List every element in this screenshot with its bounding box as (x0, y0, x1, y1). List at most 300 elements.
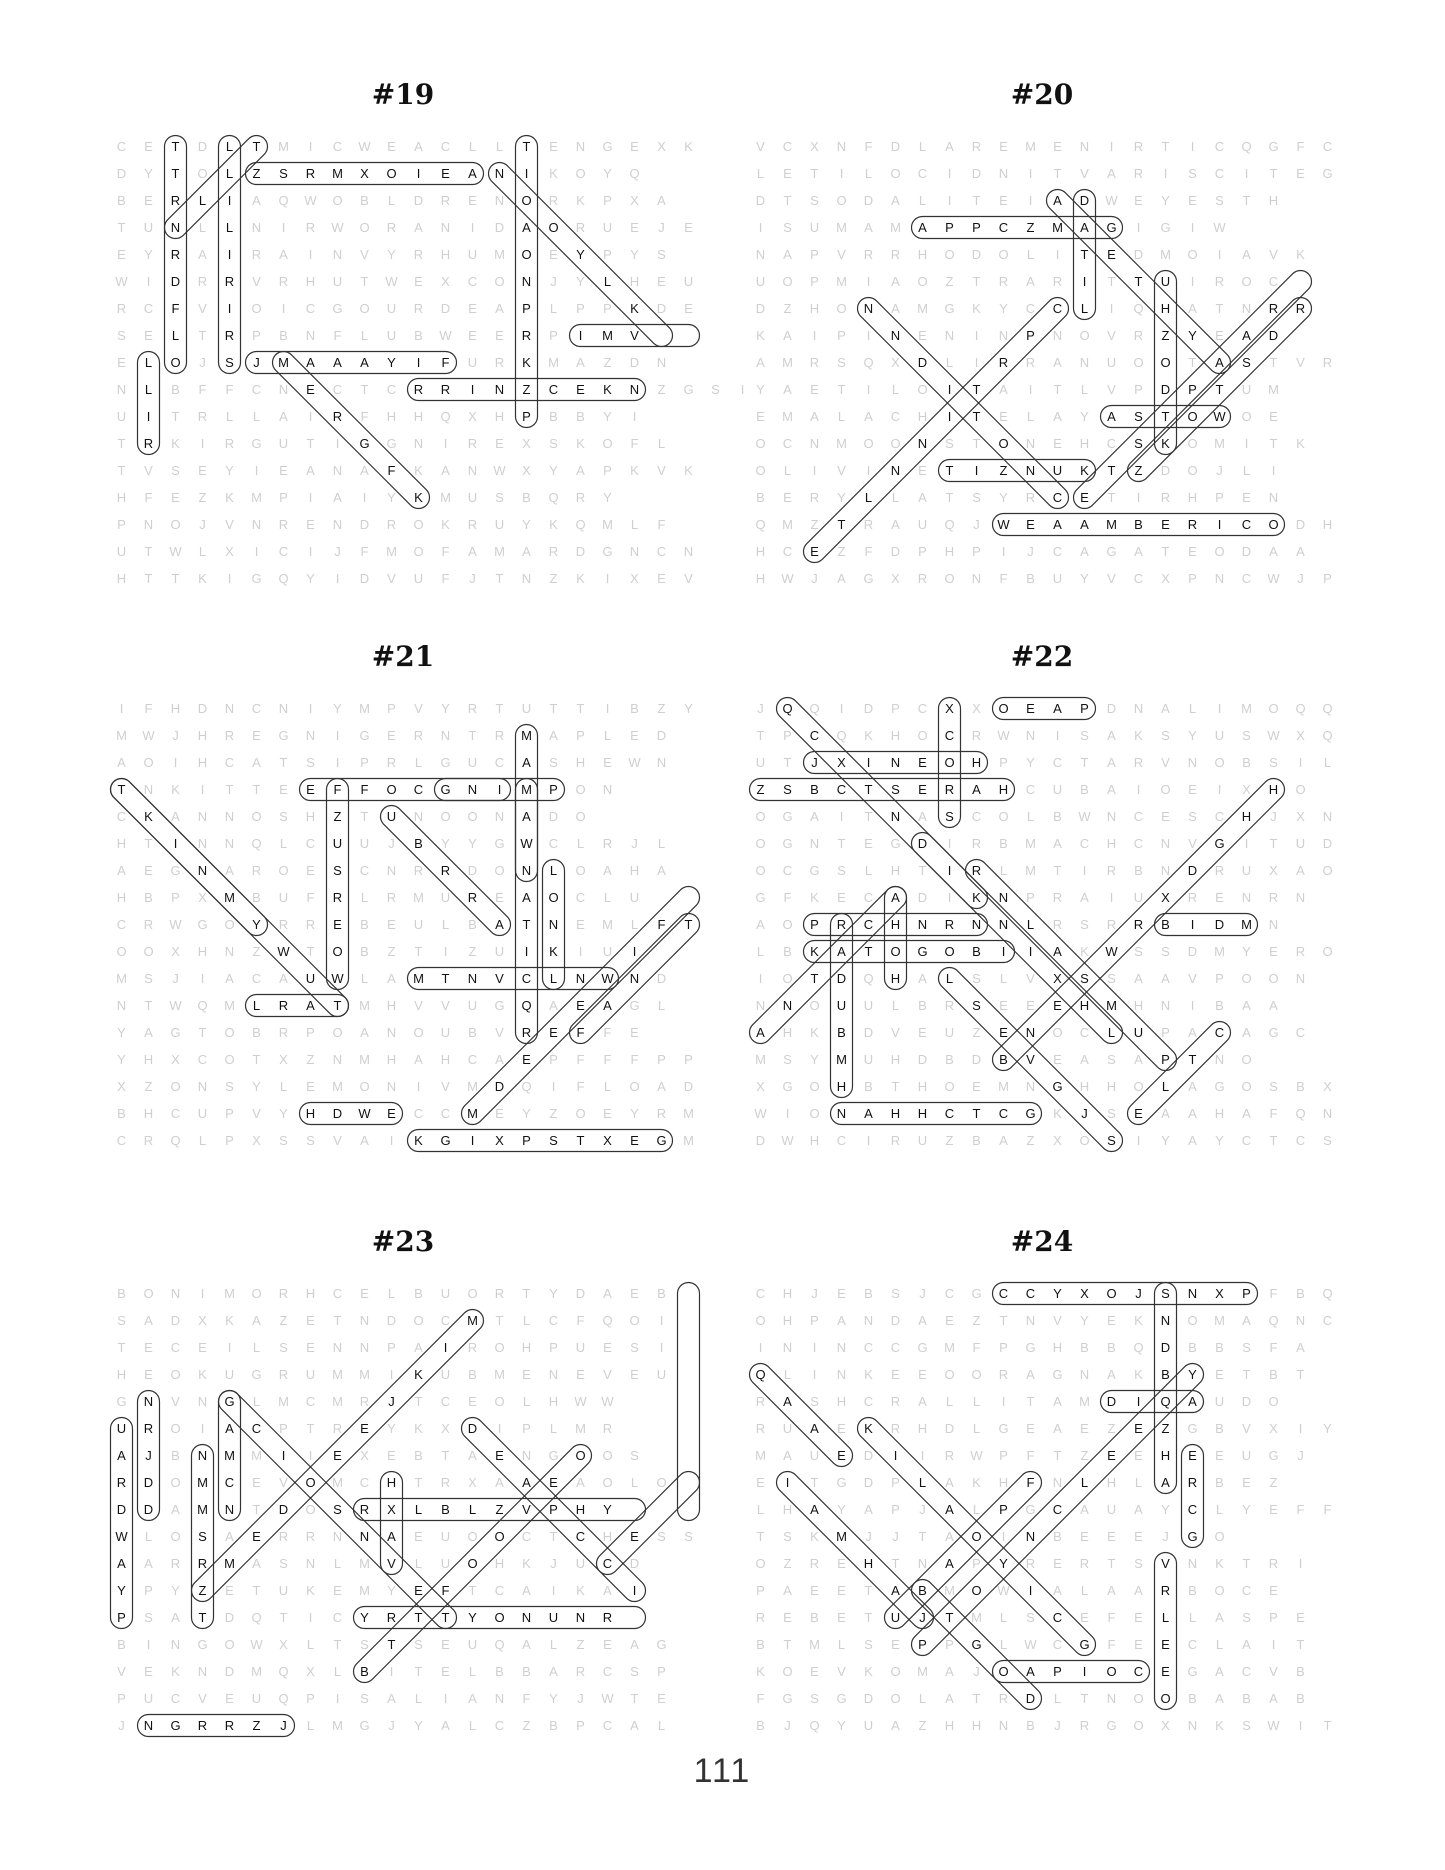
grid-letter: E (549, 1025, 558, 1040)
grid-letter: S (1242, 1610, 1251, 1625)
grid-letter: O (1268, 971, 1279, 986)
grid-letter: R (224, 436, 235, 451)
grid-letter: Q (782, 701, 793, 716)
grid-letter: I (758, 971, 763, 986)
grid-letter: K (972, 1475, 981, 1490)
grid-letter: N (170, 1286, 181, 1301)
grid-letter: C (251, 382, 262, 397)
grid-letter: Y (1323, 1421, 1332, 1436)
grid-letter: O (1241, 274, 1252, 289)
grid-letter: I (947, 836, 952, 851)
grid-letter: G (1106, 1718, 1117, 1733)
grid-letter: L (198, 544, 207, 559)
grid-letter: X (1161, 571, 1170, 586)
grid-letter: T (972, 1691, 981, 1706)
grid-letter: N (629, 544, 640, 559)
grid-letter: K (198, 571, 207, 586)
grid-letter: N (1052, 1475, 1063, 1490)
grid-letter: E (333, 1448, 342, 1463)
grid-letter: O (548, 890, 559, 905)
grid-letter: N (170, 1637, 181, 1652)
grid-letter: Y (1161, 1133, 1170, 1148)
grid-letter: R (971, 863, 982, 878)
grid-letter: N (332, 1529, 343, 1544)
grid-letter: A (495, 1475, 504, 1490)
grid-letter: G (1052, 1367, 1063, 1382)
grid-letter: J (550, 1556, 557, 1571)
grid-letter: B (1242, 755, 1251, 770)
grid-letter: O (305, 1502, 316, 1517)
grid-letter: D (1295, 517, 1306, 532)
grid-letter: Y (171, 1583, 180, 1598)
grid-letter: L (783, 463, 792, 478)
grid-letter: E (810, 1664, 819, 1679)
grid-letter: N (494, 382, 505, 397)
puzzle-20 (747, 78, 1337, 598)
grid-letter: E (972, 1079, 981, 1094)
grid-letter: M (224, 998, 235, 1013)
grid-letter: R (1160, 490, 1171, 505)
grid-letter: D (944, 1421, 955, 1436)
grid-letter: R (1106, 917, 1117, 932)
grid-letter: D (863, 1025, 874, 1040)
grid-letter: K (576, 571, 585, 586)
grid-letter: L (999, 971, 1008, 986)
grid-letter: H (386, 998, 397, 1013)
grid-letter: S (810, 1691, 819, 1706)
grid-letter: G (1106, 544, 1117, 559)
grid-letter: S (333, 863, 342, 878)
grid-letter: S (279, 1340, 288, 1355)
grid-letter: C (944, 728, 955, 743)
grid-letter: N (467, 971, 478, 986)
grid-letter: J (1054, 1718, 1061, 1733)
grid-letter: A (1188, 1079, 1197, 1094)
grid-letter: P (999, 1448, 1008, 1463)
grid-letter: I (470, 382, 475, 397)
grid-letter: K (225, 1313, 234, 1328)
grid-letter: O (1241, 1052, 1252, 1067)
grid-letter: G (917, 1340, 928, 1355)
grid-letter: D (143, 1502, 154, 1517)
grid-letter: U (386, 328, 397, 343)
grid-letter: H (890, 728, 901, 743)
grid-letter: O (1079, 328, 1090, 343)
grid-letter: M (386, 544, 397, 559)
grid-letter: N (359, 1529, 370, 1544)
grid-letter: U (1160, 274, 1171, 289)
grid-letter: I (1271, 1637, 1276, 1652)
grid-letter: N (305, 728, 316, 743)
grid-letter: U (863, 1718, 874, 1733)
grid-letter: I (308, 1448, 313, 1463)
grid-letter: I (308, 544, 313, 559)
grid-letter: Q (521, 1079, 532, 1094)
grid-letter: U (467, 355, 478, 370)
grid-letter: H (143, 1052, 154, 1067)
grid-letter: H (782, 1313, 793, 1328)
grid-letter: I (416, 166, 421, 181)
grid-letter: S (1134, 436, 1143, 451)
grid-letter: M (971, 1610, 982, 1625)
grid-letter: L (522, 1394, 531, 1409)
grid-letter: R (224, 728, 235, 743)
grid-letter: H (971, 1718, 982, 1733)
grid-letter: Y (117, 1052, 126, 1067)
grid-letter: T (360, 809, 369, 824)
grid-letter: N (575, 971, 586, 986)
grid-letter: A (441, 463, 450, 478)
grid-letter: T (972, 409, 981, 424)
grid-letter: C (1052, 1502, 1063, 1517)
grid-letter: C (1052, 1637, 1063, 1652)
grid-letter: N (575, 1610, 586, 1625)
grid-letter: A (891, 517, 900, 532)
grid-letter: E (1080, 1610, 1089, 1625)
grid-letter: G (170, 1025, 181, 1040)
grid-letter: X (360, 1448, 369, 1463)
grid-letter: G (1214, 1079, 1225, 1094)
grid-letter: U (143, 220, 154, 235)
grid-letter: M (332, 166, 343, 181)
grid-letter: A (1080, 517, 1089, 532)
grid-letter: N (1052, 328, 1063, 343)
grid-letter: Z (918, 1718, 927, 1733)
grid-letter: G (602, 139, 613, 154)
grid-letter: M (1106, 517, 1117, 532)
grid-letter: L (1053, 1691, 1062, 1706)
grid-letter: A (1188, 1394, 1197, 1409)
grid-letter: E (306, 517, 315, 532)
grid-letter: C (1133, 809, 1144, 824)
grid-letter: E (1296, 1610, 1305, 1625)
grid-letter: A (999, 382, 1008, 397)
grid-letter: U (467, 490, 478, 505)
grid-letter: L (603, 728, 612, 743)
grid-letter: Q (1322, 1286, 1333, 1301)
grid-letter: G (1322, 166, 1333, 181)
grid-letter: B (144, 890, 153, 905)
grid-letter: Z (999, 463, 1008, 478)
grid-letter: C (782, 139, 793, 154)
grid-letter: T (144, 544, 153, 559)
grid-letter: U (602, 944, 613, 959)
grid-letter: U (440, 1286, 451, 1301)
grid-letter: A (1134, 544, 1143, 559)
grid-letter: E (603, 1106, 612, 1121)
grid-letter: P (810, 917, 819, 932)
grid-letter: X (441, 1421, 450, 1436)
grid-letter: I (1298, 755, 1303, 770)
grid-letter: A (1026, 1664, 1035, 1679)
grid-letter: A (1215, 1664, 1224, 1679)
grid-letter: M (521, 728, 532, 743)
grid-letter: F (1026, 1448, 1035, 1463)
grid-letter: O (917, 728, 928, 743)
grid-letter: P (918, 1637, 927, 1652)
grid-letter: N (1106, 1691, 1117, 1706)
grid-letter: N (197, 1394, 208, 1409)
grid-letter: I (785, 1475, 790, 1490)
grid-letter: M (359, 1367, 370, 1382)
grid-letter: X (891, 355, 900, 370)
grid-letter: N (332, 463, 343, 478)
grid-letter: L (837, 409, 846, 424)
grid-letter: N (1268, 490, 1279, 505)
grid-letter: N (998, 166, 1009, 181)
grid-letter: B (1242, 1691, 1251, 1706)
grid-letter: J (919, 1286, 926, 1301)
grid-letter: J (253, 355, 260, 370)
grid-letter: R (602, 1421, 613, 1436)
grid-letter: E (1053, 1556, 1062, 1571)
grid-letter: R (251, 247, 262, 262)
grid-letter: C (305, 1394, 316, 1409)
grid-letter: X (1296, 809, 1305, 824)
grid-letter: B (468, 1025, 477, 1040)
grid-letter: T (198, 1025, 207, 1040)
grid-letter: G (836, 1691, 847, 1706)
grid-letter: Y (837, 1718, 846, 1733)
grid-letter: R (467, 890, 478, 905)
grid-letter: H (890, 1106, 901, 1121)
grid-letter: A (756, 1025, 765, 1040)
grid-letter: E (1026, 701, 1035, 716)
grid-letter: E (144, 328, 153, 343)
grid-letter: S (1134, 409, 1143, 424)
grid-letter: N (917, 436, 928, 451)
grid-letter: A (333, 490, 342, 505)
grid-letter: A (252, 193, 261, 208)
grid-letter: U (332, 274, 343, 289)
grid-letter: T (972, 382, 981, 397)
grid-letter: I (281, 301, 286, 316)
grid-letter: M (1214, 944, 1225, 959)
grid-letter: P (810, 247, 819, 262)
grid-letter: D (116, 1502, 127, 1517)
grid-letter: S (1026, 1610, 1035, 1625)
grid-letter: W (439, 328, 452, 343)
grid-letter: T (306, 944, 315, 959)
grid-letter: W (574, 1394, 587, 1409)
grid-letter: L (144, 355, 153, 370)
grid-letter: L (630, 1475, 639, 1490)
grid-letter: Y (306, 571, 315, 586)
grid-letter: M (1214, 436, 1225, 451)
grid-letter: O (143, 755, 154, 770)
grid-letter: A (945, 1529, 954, 1544)
grid-letter: I (812, 463, 817, 478)
grid-letter: I (578, 328, 583, 343)
grid-letter: Z (252, 944, 261, 959)
grid-letter: T (306, 436, 315, 451)
grid-letter: O (278, 863, 289, 878)
grid-letter: V (1026, 1052, 1035, 1067)
grid-letter: Y (252, 917, 261, 932)
grid-letter: M (836, 436, 847, 451)
grid-letter: L (252, 998, 261, 1013)
grid-letter: X (630, 193, 639, 208)
grid-letter: I (308, 139, 313, 154)
grid-letter: A (576, 1475, 585, 1490)
grid-letter: I (1190, 220, 1195, 235)
grid-letter: R (143, 1421, 154, 1436)
grid-letter: I (920, 1448, 925, 1463)
grid-letter: N (224, 1502, 235, 1517)
grid-letter: N (494, 809, 505, 824)
grid-letter: O (890, 1691, 901, 1706)
grid-letter: B (1188, 1340, 1197, 1355)
grid-letter: R (755, 1610, 766, 1625)
grid-letter: O (494, 1610, 505, 1625)
grid-letter: E (279, 782, 288, 797)
grid-letter: P (684, 1052, 693, 1067)
grid-letter: I (1028, 166, 1033, 181)
grid-letter: A (657, 863, 666, 878)
grid-letter: E (783, 1610, 792, 1625)
grid-letter: H (548, 1394, 559, 1409)
grid-letter: U (278, 890, 289, 905)
grid-letter: R (971, 139, 982, 154)
grid-letter: T (225, 782, 234, 797)
grid-letter: A (144, 1313, 153, 1328)
grid-letter: T (1161, 139, 1170, 154)
grid-letter: S (1242, 1718, 1251, 1733)
grid-letter: I (1136, 1394, 1141, 1409)
grid-letter: A (945, 1556, 954, 1571)
grid-letter: C (332, 1286, 343, 1301)
grid-letter: O (1133, 1718, 1144, 1733)
grid-letter: B (810, 782, 819, 797)
grid-letter: J (172, 728, 179, 743)
grid-letter: N (1214, 571, 1225, 586)
grid-letter: A (891, 301, 900, 316)
grid-letter: I (1298, 1556, 1303, 1571)
grid-letter: E (414, 274, 423, 289)
grid-letter: I (1244, 166, 1249, 181)
grid-letter: O (494, 274, 505, 289)
grid-letter: O (917, 274, 928, 289)
grid-letter: M (1241, 701, 1252, 716)
grid-letter: M (602, 917, 613, 932)
grid-letter: N (863, 301, 874, 316)
grid-letter: L (1215, 1637, 1224, 1652)
grid-letter: L (279, 1079, 288, 1094)
grid-letter: A (387, 971, 396, 986)
grid-letter: H (386, 1052, 397, 1067)
grid-letter: A (387, 1691, 396, 1706)
grid-letter: X (1161, 890, 1170, 905)
grid-letter: S (306, 755, 315, 770)
grid-letter: M (494, 247, 505, 262)
grid-letter: D (116, 166, 127, 181)
grid-letter: J (199, 355, 206, 370)
grid-letter: A (387, 1529, 396, 1544)
grid-letter: T (441, 971, 450, 986)
grid-letter: R (1106, 863, 1117, 878)
grid-letter: T (1161, 544, 1170, 559)
grid-letter: E (576, 998, 585, 1013)
grid-letter: R (143, 436, 154, 451)
grid-letter: O (998, 247, 1009, 262)
grid-letter: D (917, 355, 928, 370)
grid-letter: A (522, 1637, 531, 1652)
grid-letter: S (783, 1052, 792, 1067)
grid-letter: E (783, 490, 792, 505)
grid-letter: K (549, 166, 558, 181)
grid-letter: G (998, 1421, 1009, 1436)
grid-letter: H (521, 1340, 532, 1355)
grid-letter: C (1133, 571, 1144, 586)
grid-letter: I (200, 1421, 205, 1436)
grid-letter: U (809, 1448, 820, 1463)
grid-letter: T (414, 1664, 423, 1679)
grid-letter: B (972, 1133, 981, 1148)
grid-letter: M (224, 1286, 235, 1301)
grid-letter: O (251, 1286, 262, 1301)
grid-letter: A (945, 1502, 954, 1517)
grid-letter: F (225, 382, 234, 397)
grid-letter: T (252, 139, 261, 154)
grid-letter: H (1079, 998, 1090, 1013)
grid-letter: Z (144, 1079, 153, 1094)
grid-letter: V (1188, 836, 1197, 851)
grid-letter: R (332, 890, 343, 905)
grid-letter: U (467, 998, 478, 1013)
grid-letter: K (756, 328, 765, 343)
grid-letter: T (414, 1610, 423, 1625)
grid-letter: C (971, 809, 982, 824)
grid-letter: R (224, 274, 235, 289)
grid-letter: A (468, 544, 477, 559)
grid-letter: R (305, 1529, 316, 1544)
grid-letter: P (891, 701, 900, 716)
grid-letter: N (251, 220, 262, 235)
grid-letter: F (306, 890, 315, 905)
grid-letter: T (864, 1610, 873, 1625)
grid-letter: Q (1322, 728, 1333, 743)
grid-letter: I (1082, 1664, 1087, 1679)
grid-letter: I (974, 328, 979, 343)
grid-letter: C (1322, 1313, 1333, 1328)
grid-letter: G (1106, 220, 1117, 235)
grid-letter: G (656, 1133, 667, 1148)
grid-letter: N (197, 863, 208, 878)
grid-letter: V (891, 1025, 900, 1040)
grid-letter: P (1188, 571, 1197, 586)
grid-letter: C (224, 1475, 235, 1490)
grid-letter: F (171, 301, 180, 316)
grid-letter: S (1080, 971, 1089, 986)
grid-letter: A (198, 247, 207, 262)
grid-letter: F (576, 1052, 585, 1067)
grid-letter: E (891, 1367, 900, 1382)
grid-letter: P (252, 328, 261, 343)
grid-letter: M (224, 890, 235, 905)
grid-letter: L (549, 1421, 558, 1436)
grid-letter: A (117, 1448, 126, 1463)
grid-letter: V (756, 139, 765, 154)
grid-letter: M (782, 517, 793, 532)
grid-letter: O (1187, 247, 1198, 262)
grid-letter: X (1269, 1421, 1278, 1436)
grid-letter: A (603, 1583, 612, 1598)
grid-letter: O (755, 809, 766, 824)
grid-letter: S (711, 382, 720, 397)
grid-letter: S (657, 247, 666, 262)
grid-letter: T (522, 139, 531, 154)
grid-letter: Z (1161, 1421, 1170, 1436)
